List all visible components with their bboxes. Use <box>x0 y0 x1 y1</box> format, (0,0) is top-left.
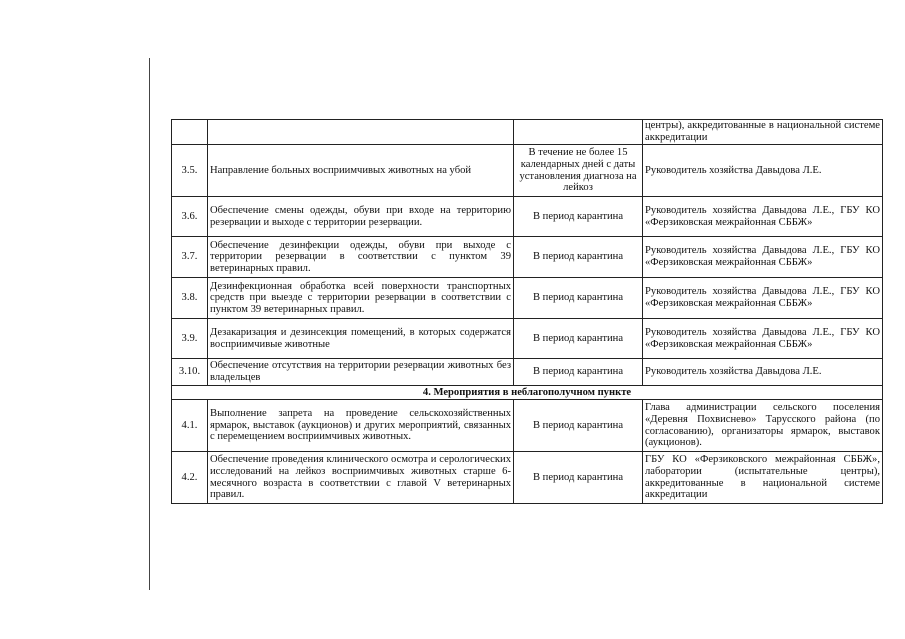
action-cell <box>208 120 514 145</box>
term-cell: В период карантина <box>514 452 643 504</box>
action-cell: Направление больных восприимчивых животных на убой <box>208 145 514 197</box>
term-cell: В период карантина <box>514 319 643 359</box>
table-row <box>172 120 883 145</box>
responsible-cell: Руководитель хозяйства Давыдова Л.Е., ГБУ КО «Ферзиковская межрайонная СББЖ» <box>643 278 883 319</box>
row-number: 3.8. <box>172 278 208 319</box>
action-cell: Выполнение запрета на проведение сельскохозяйственных ярмарок, выставок (аукционов) и других мероприятий, связанных с перемещением восприимчивых животных. <box>208 400 514 452</box>
table-row <box>172 278 883 319</box>
action-cell: Обеспечение проведения клинического осмотра и серологических исследований на лейкоз восприимчивых животных старше 6-месячного возраста в соответствии с главой V ветеринарных правил. <box>208 452 514 504</box>
responsible-cell: Глава администрации сельского поселения «Деревня Похвиснево» Тарусского района (по согласованию), организаторы ярмарок, выставок (аукционов). <box>643 400 883 452</box>
action-cell: Дезакаризация и дезинсекция помещений, в которых содержатся восприимчивые животные <box>208 319 514 359</box>
row-number: 3.10. <box>172 359 208 386</box>
table-row <box>172 400 883 452</box>
action-cell: Обеспечение дезинфекции одежды, обуви при выходе с территории резервации в соответствии с пунктом 39 ветеринарных правил. <box>208 237 514 278</box>
action-cell: Обеспечение отсутствия на территории резервации животных без владельцев <box>208 359 514 386</box>
responsible-cell: Руководитель хозяйства Давыдова Л.Е., ГБУ КО «Ферзиковская межрайонная СББЖ» <box>643 237 883 278</box>
term-cell <box>514 120 643 145</box>
section-header-row <box>172 386 883 400</box>
term-cell: В период карантина <box>514 197 643 237</box>
table-row <box>172 237 883 278</box>
row-number: 3.6. <box>172 197 208 237</box>
responsible-cell: Руководитель хозяйства Давыдова Л.Е., ГБУ КО «Ферзиковская межрайонная СББЖ» <box>643 319 883 359</box>
row-number: 3.7. <box>172 237 208 278</box>
term-cell: В период карантина <box>514 237 643 278</box>
page-margin-line <box>149 58 150 590</box>
term-cell: В период карантина <box>514 278 643 319</box>
action-cell: Дезинфекционная обработка всей поверхности транспортных средств при выезде с территории резервации в соответствии с пунктом 39 ветеринарных правил. <box>208 278 514 319</box>
row-number <box>172 120 208 145</box>
responsible-cell: ГБУ КО «Ферзиковского межрайонная СББЖ», лаборатории (испытательные центры), аккредитованные в национальной системе аккредитации <box>643 452 883 504</box>
row-number: 4.1. <box>172 400 208 452</box>
term-cell: В период карантина <box>514 400 643 452</box>
row-number: 3.5. <box>172 145 208 197</box>
responsible-cell: Руководитель хозяйства Давыдова Л.Е. <box>643 359 883 386</box>
measures-table <box>171 119 883 504</box>
responsible-cell: Руководитель хозяйства Давыдова Л.Е., ГБУ КО «Ферзиковская межрайонная СББЖ» <box>643 197 883 237</box>
term-cell: В течение не более 15 календарных дней с даты установления диагноза на лейкоз <box>514 145 643 197</box>
row-number: 3.9. <box>172 319 208 359</box>
table-row <box>172 452 883 504</box>
table-row <box>172 359 883 386</box>
table-row <box>172 197 883 237</box>
responsible-cell: центры), аккредитованные в национальной системе аккредитации <box>643 120 883 145</box>
row-number: 4.2. <box>172 452 208 504</box>
table-row <box>172 319 883 359</box>
term-cell: В период карантина <box>514 359 643 386</box>
table-row <box>172 145 883 197</box>
action-cell: Обеспечение смены одежды, обуви при входе на территорию резервации и выходе с территории резервации. <box>208 197 514 237</box>
responsible-cell: Руководитель хозяйства Давыдова Л.Е. <box>643 145 883 197</box>
section-title: 4. Мероприятия в неблагополучном пункте <box>172 386 883 400</box>
